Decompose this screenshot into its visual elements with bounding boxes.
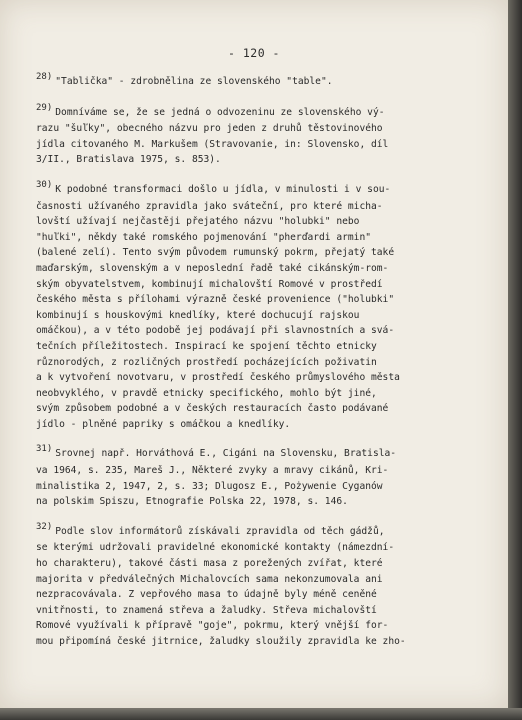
footnote-line bbox=[36, 102, 486, 122]
footnote-line bbox=[36, 401, 486, 417]
footnote-line bbox=[36, 370, 486, 386]
footnote-line bbox=[36, 463, 486, 479]
footnote-text: lovští užívají nejčastěji přejatého názvu "holubki" nebo bbox=[36, 216, 360, 228]
footnote-line bbox=[36, 74, 486, 91]
footnote bbox=[36, 521, 486, 650]
footnote-text: razu "šuľky", obecného názvu pro jeden z druhů těstovinového bbox=[36, 123, 383, 135]
footnote-text: majorita v předválečných Michalovcích sama nekonzumovala ani bbox=[36, 573, 383, 585]
footnote-text: se kterými udržovali pravidelné ekonomické kontakty (námezdní- bbox=[36, 542, 395, 554]
footnote-number: 31) bbox=[36, 444, 53, 455]
footnote-line bbox=[36, 494, 486, 510]
page-number: - 120 - bbox=[228, 46, 280, 60]
footnote-text: kombinují s houskovými knedlíky, které dochucují rajskou bbox=[36, 309, 360, 321]
footnote-text: minalistika 2, 1947, 2, s. 33; Dlugosz E., Pożywenie Cyganów bbox=[36, 480, 383, 492]
footnote-text: ho charakteru), takové části masa z porežených zvířat, které bbox=[36, 558, 383, 570]
footnote-number: 32) bbox=[36, 521, 53, 532]
footnote-line bbox=[36, 446, 486, 463]
footnote-line bbox=[36, 572, 486, 588]
footnote-number: 29) bbox=[36, 102, 53, 113]
footnote-line bbox=[36, 603, 486, 619]
footnote-text: "Tablička" - zdrobnělina ze slovenského "table". bbox=[55, 76, 333, 87]
footnote-line bbox=[36, 292, 486, 308]
footnote-line bbox=[36, 137, 486, 153]
footnote-line bbox=[36, 308, 486, 324]
footnote-text: K podobné transformaci došlo u jídla, v minulosti i v sou- bbox=[55, 183, 391, 195]
footnote-line bbox=[36, 214, 486, 230]
footnote-text: svým způsobem podobné a v českých restauracích často podávané bbox=[36, 403, 389, 415]
footnote-line bbox=[36, 386, 486, 402]
footnote bbox=[36, 446, 486, 509]
page-edge-shadow bbox=[508, 0, 522, 720]
footnote-text: omáčkou), a v této podobě jej podávají při slavnostních a svá- bbox=[36, 325, 395, 337]
footnote-text: vnitřnosti, to znamená střeva a žaludky. Střeva michalovští bbox=[36, 604, 377, 616]
footnote bbox=[36, 102, 486, 168]
footnote-line bbox=[36, 355, 486, 371]
footnote-text: Podle slov informátorů získávali zpravidla od těch gádžů, bbox=[55, 525, 385, 537]
footnote-number: 30) bbox=[36, 179, 53, 190]
page-bottom-shadow bbox=[0, 708, 522, 720]
footnote-line bbox=[36, 261, 486, 277]
footnote-line bbox=[36, 199, 486, 215]
footnote-text: časnosti užívaného zpravidla jako sváteční, pro které micha- bbox=[36, 200, 383, 212]
footnote bbox=[36, 74, 486, 91]
footnote-line bbox=[36, 556, 486, 572]
footnote-text: Romové využívali k přípravě "goje", pokrmu, který vnější for- bbox=[36, 620, 389, 632]
footnote-line bbox=[36, 618, 486, 634]
footnote-text: "huľki", někdy také romského pojmenování "pherďardi armin" bbox=[36, 231, 372, 243]
footnote-line bbox=[36, 245, 486, 261]
footnote-text: tečních příležitostech. Inspirací ke spojení těchto etnicky bbox=[36, 340, 377, 352]
footnote-text: různorodých, z rozličných prostředí pocházejících poživatin bbox=[36, 356, 377, 368]
footnote bbox=[36, 179, 486, 433]
footnote-text: jídlo - plněné papriky s omáčkou a knedlíky. bbox=[36, 418, 291, 430]
footnote-text: maďarským, slovenským a v neposlední řadě také cikánským-rom- bbox=[36, 262, 389, 274]
footnote-line bbox=[36, 587, 486, 603]
footnote-line bbox=[36, 323, 486, 339]
footnote-text: 3/II., Bratislava 1975, s. 853). bbox=[36, 154, 221, 166]
footnotes bbox=[36, 74, 486, 664]
footnote-line bbox=[36, 521, 486, 541]
footnote-line bbox=[36, 417, 486, 433]
footnote-text: na polskim Spiszu, Etnografie Polska 22, 1978, s. 146. bbox=[36, 496, 348, 508]
footnote-line bbox=[36, 339, 486, 355]
footnote-text: va 1964, s. 235, Mareš J., Některé zvyky a mravy cikánů, Kri- bbox=[36, 465, 389, 477]
footnote-line bbox=[36, 152, 486, 168]
footnote-line bbox=[36, 179, 486, 199]
footnote-text: českého města s přílohami výrazně české provenience ("holubki" bbox=[36, 294, 395, 306]
footnote-text: Srovnej např. Horváthová E., Cigáni na Slovensku, Bratisla- bbox=[55, 448, 397, 460]
footnote-line bbox=[36, 479, 486, 495]
footnote-number: 28) bbox=[36, 72, 53, 82]
footnote-line bbox=[36, 634, 486, 650]
footnote-line bbox=[36, 540, 486, 556]
footnote-text: nezpracovávala. Z vepřového masa to údajně byly méně ceněné bbox=[36, 589, 377, 601]
footnote-line bbox=[36, 277, 486, 293]
footnote-text: mou připomíná české jitrnice, žaludky sloužily zpravidla ke zho- bbox=[36, 636, 406, 647]
footnote-text: neobvyklého, v pravdě etnicky specifického, mohlo být jiné, bbox=[36, 387, 377, 399]
footnote-line bbox=[36, 230, 486, 246]
footnote-text: (balené zelí). Tento svým původem rumunský pokrm, přejatý také bbox=[36, 247, 395, 259]
footnote-text: Domníváme se, že se jedná o odvozeninu ze slovenského vý- bbox=[55, 106, 385, 118]
footnote-text: jídla citovaného M. Markušem (Stravovanie, in: Slovensko, díl bbox=[36, 138, 389, 150]
footnote-text: a k vytvoření novotvaru, v prostředí českého průmyslového města bbox=[36, 372, 400, 384]
footnote-line bbox=[36, 121, 486, 137]
footnote-text: ským obyvatelstvem, kombinují michalovští Romové v prostředí bbox=[36, 278, 383, 290]
